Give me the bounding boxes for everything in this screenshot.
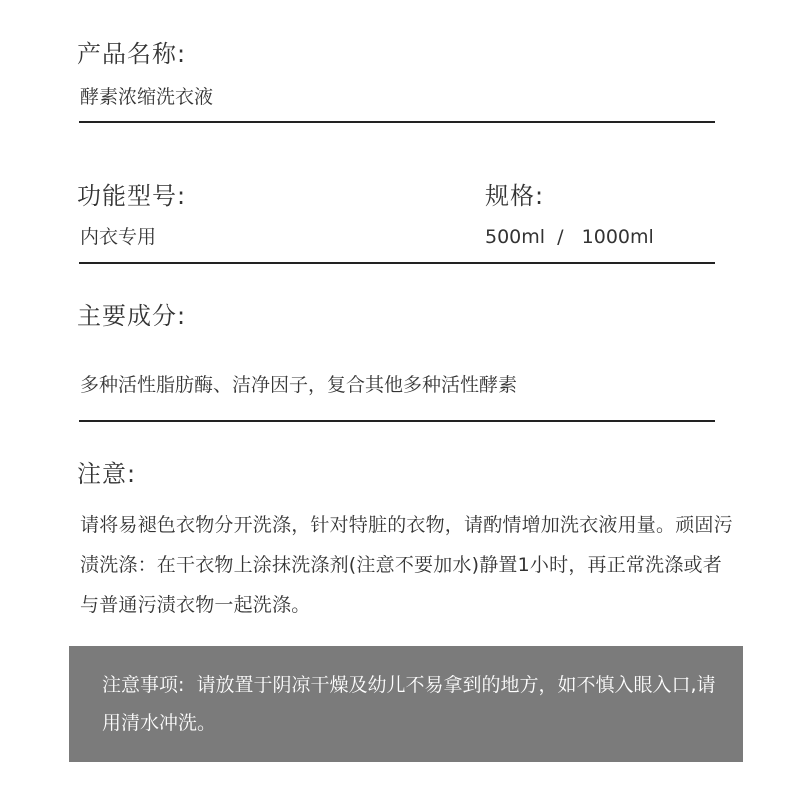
function-model-label: 功能型号: — [77, 182, 187, 210]
spec-label: 规格: — [485, 182, 545, 210]
spec-value: 500ml / 1000ml — [485, 226, 654, 248]
ingredients-label: 主要成分: — [77, 302, 187, 330]
product-name-label: 产品名称: — [77, 40, 187, 68]
divider — [79, 262, 715, 264]
divider — [79, 121, 715, 123]
caution-text: 请将易褪色衣物分开洗涤，针对特脏的衣物，请酌情增加洗衣液用量。顽固污渍洗涤：在干衣物上涂抹洗涤剂(注意不要加水)静置1小时，再正常洗涤或者与普通污渍衣物一起洗涤。 — [80, 514, 733, 616]
notice-box — [69, 646, 743, 762]
product-name-value: 酵素浓缩洗衣液 — [80, 86, 214, 108]
ingredients-value: 多种活性脂肪酶、洁净因子，复合其他多种活性酵素 — [80, 374, 518, 396]
divider — [79, 420, 715, 422]
notice-text: 注意事项: 请放置于阴凉干燥及幼儿不易拿到的地方，如不慎入眼入口,请用清水冲洗。 — [102, 674, 716, 734]
caution-label: 注意: — [77, 460, 137, 488]
function-model-value: 内衣专用 — [80, 226, 157, 248]
